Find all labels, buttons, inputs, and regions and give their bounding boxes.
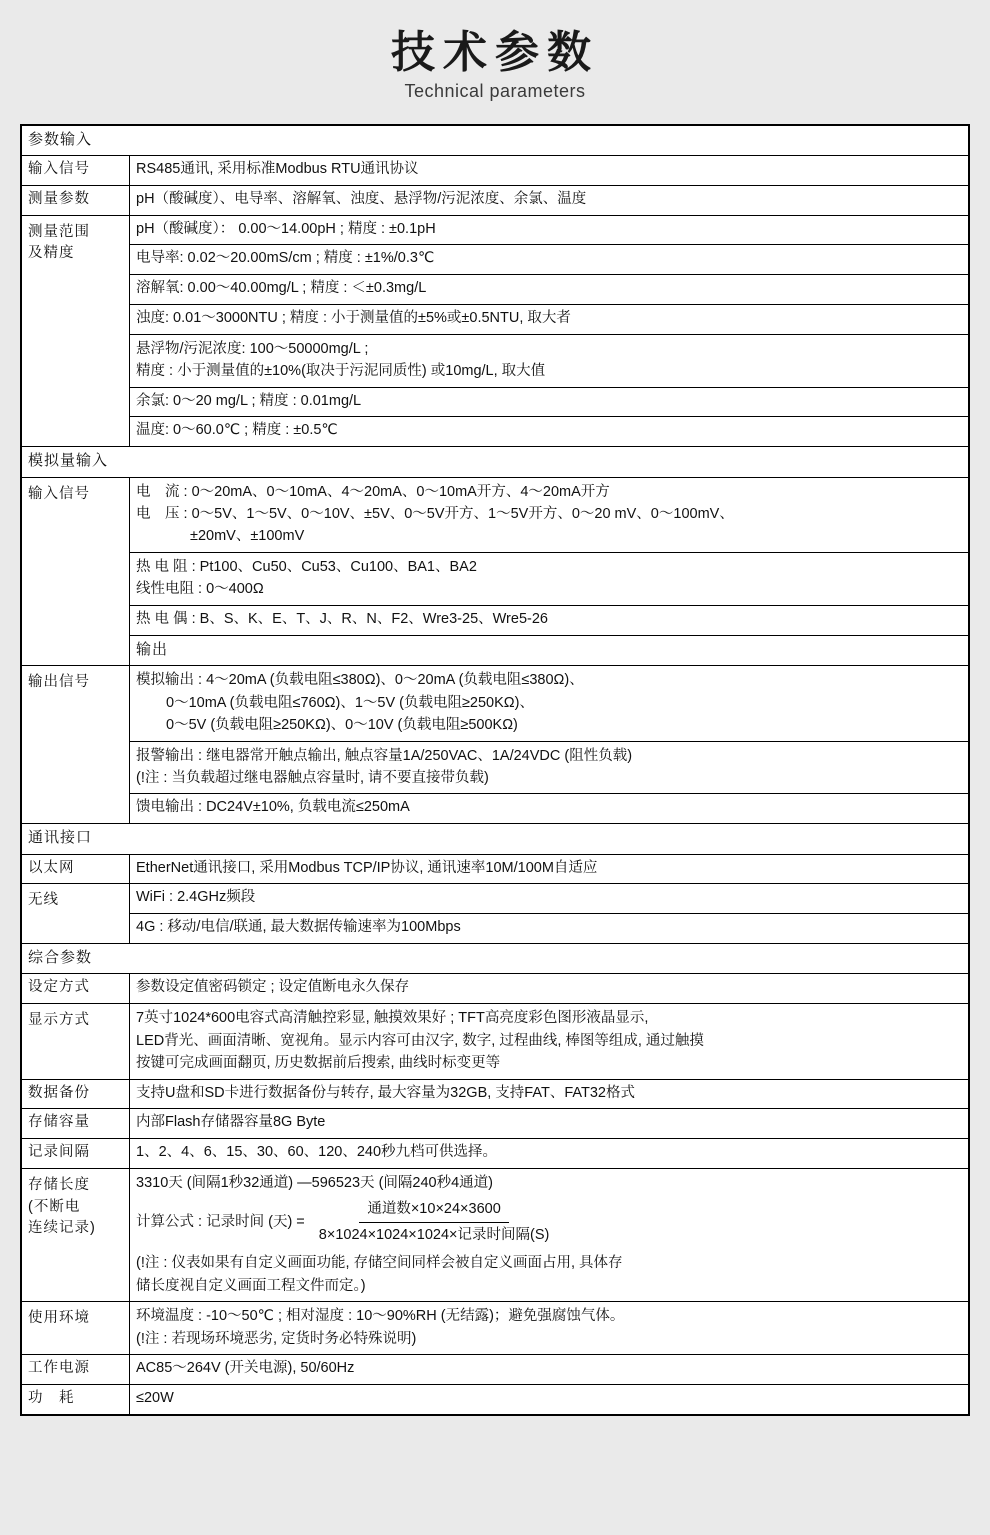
- label-storage-length-line3: 连续记录): [28, 1220, 96, 1237]
- table-row: [22, 304, 969, 334]
- value-analog-rtd: 热 电 阻 : Pt100、Cu50、Cu53、Cu100、BA1、BA2: [136, 558, 477, 575]
- table-row: [22, 794, 969, 824]
- value-analog-current-voltage: [130, 477, 969, 552]
- value-storage-capacity: 内部Flash存储器容量8G Byte: [130, 1109, 969, 1139]
- value-analog-voltage-line1: 电 压 : 0～5V、1～5V、0～10V、±5V、0～5V开方、1～5V开方、0～20 mV、0～100mV、: [136, 506, 734, 522]
- value-display-mode: [130, 1004, 969, 1079]
- value-output-alarm: [130, 741, 969, 794]
- table-row: [22, 1168, 969, 1301]
- table-row: [22, 824, 969, 855]
- value-display-line2: LED背光、画面清晰、宽视角。显示内容可由汉字, 数字, 过程曲线, 棒图等组成, 通过触摸: [136, 1032, 704, 1049]
- storage-formula: [136, 1198, 962, 1246]
- spec-table: [21, 125, 969, 1415]
- label-setting-mode: 设定方式: [22, 974, 130, 1004]
- storage-note-line2: 储长度视自定义画面工程文件而定。): [136, 1277, 366, 1294]
- table-row: [22, 417, 969, 447]
- label-data-backup: 数据备份: [22, 1079, 130, 1109]
- section-header-general-param: 综合参数: [22, 943, 969, 974]
- value-setting-mode: 参数设定值密码锁定 ; 设定值断电永久保存: [130, 974, 969, 1004]
- value-data-backup: 支持U盘和SD卡进行数据备份与转存, 最大容量为32GB, 支持FAT、FAT32格式: [130, 1079, 969, 1109]
- table-row: [22, 552, 969, 605]
- storage-note-line1: (!注 : 仪表如果有自定义画面功能, 存储空间同样会被自定义画面占用, 具体存: [136, 1255, 623, 1272]
- value-range-ss-line1: 悬浮物/污泥浓度: 100～50000mg/L ;: [136, 340, 369, 357]
- table-row: [22, 334, 969, 387]
- value-range-turbidity: 浊度: 0.01～3000NTU ; 精度 : 小于测量值的±5%或±0.5NTU, 取大者: [130, 304, 969, 334]
- value-output-alarm-note: (!注 : 当负载超过继电器触点容量时, 请不要直接带负载): [136, 770, 489, 786]
- label-measure-range: [22, 215, 130, 446]
- value-range-conductivity: 电导率: 0.02～20.00mS/cm ; 精度 : ±1%/0.3℃: [130, 245, 969, 275]
- table-row: [22, 1079, 969, 1109]
- label-input-signal: 输入信号: [22, 156, 130, 186]
- value-output-analog-line3: 0～5V (负载电阻≥250KΩ)、0～10V (负载电阻≥500KΩ): [166, 717, 518, 734]
- table-row: [22, 125, 969, 156]
- label-storage-length: [22, 1168, 130, 1301]
- value-power-supply: AC85～264V (开关电源), 50/60Hz: [130, 1355, 969, 1385]
- value-output-analog: [130, 666, 969, 741]
- label-measure-range-line1: 测量范围: [28, 223, 90, 240]
- page-title: 技术参数: [391, 28, 599, 77]
- formula-fraction: [311, 1198, 558, 1246]
- label-analog-input-signal: 输入信号: [22, 477, 130, 666]
- value-range-residual-chlorine: 余氯: 0～20 mg/L ; 精度 : 0.01mg/L: [130, 387, 969, 417]
- value-input-signal: RS485通讯, 采用标准Modbus RTU通讯协议: [130, 156, 969, 186]
- table-row: [22, 741, 969, 794]
- table-row: [22, 943, 969, 974]
- value-wifi: WiFi : 2.4GHz频段: [130, 884, 969, 914]
- label-power-supply: 工作电源: [22, 1355, 130, 1385]
- value-measure-param: pH（酸碱度）、电导率、溶解氧、浊度、悬浮物/污泥浓度、余氯、温度: [130, 185, 969, 215]
- value-analog-current: 电 流 : 0～20mA、0～10mA、4～20mA、0～10mA开方、4～20mA开方: [136, 483, 610, 500]
- table-row: [22, 156, 969, 186]
- value-power-consumption: ≤20W: [130, 1384, 969, 1414]
- section-header-analog-input: 模拟量输入: [22, 447, 969, 478]
- label-environment: 使用环境: [22, 1302, 130, 1355]
- table-row: [22, 914, 969, 944]
- value-display-line3: 按键可完成画面翻页, 历史数据前后搜索, 曲线时标变更等: [136, 1055, 501, 1072]
- label-record-interval: 记录间隔: [22, 1139, 130, 1169]
- value-range-dissolved-oxygen: 溶解氧: 0.00～40.00mg/L ; 精度 : ＜±0.3mg/L: [130, 275, 969, 305]
- value-analog-thermocouple: 热 电 偶 : B、S、K、E、T、J、R、N、F2、Wre3-25、Wre5-26: [130, 605, 969, 635]
- table-row: [22, 1355, 969, 1385]
- table-row: [22, 1302, 969, 1355]
- table-row: [22, 1004, 969, 1079]
- table-row: [22, 666, 969, 741]
- section-header-output: 输出: [130, 635, 969, 666]
- label-measure-param: 测量参数: [22, 185, 130, 215]
- value-output-alarm-line1: 报警输出 : 继电器常开触点输出, 触点容量1A/250VAC、1A/24VDC (阻性负载): [136, 747, 633, 764]
- table-row: [22, 477, 969, 552]
- label-storage-length-line2: (不断电: [28, 1198, 81, 1215]
- value-analog-rtd-group: [130, 552, 969, 605]
- table-row: [22, 635, 969, 666]
- value-output-feed: 馈电输出 : DC24V±10%, 负载电流≤250mA: [130, 794, 969, 824]
- page-header: [0, 0, 990, 116]
- value-environment-note: (!注 : 若现场环境恶劣, 定货时务必特殊说明): [136, 1330, 417, 1347]
- table-row: [22, 605, 969, 635]
- label-storage-capacity: 存储容量: [22, 1109, 130, 1139]
- label-output-signal: 输出信号: [22, 666, 130, 824]
- table-row: [22, 1384, 969, 1414]
- table-row: [22, 1139, 969, 1169]
- label-power-consumption: 功 耗: [22, 1384, 130, 1414]
- table-row: [22, 215, 969, 245]
- value-display-line1: 7英寸1024*600电容式高清触控彩显, 触摸效果好 ; TFT高亮度彩色图形液晶显示,: [136, 1010, 649, 1027]
- value-record-interval: 1、2、4、6、15、30、60、120、240秒九档可供选择。: [130, 1139, 969, 1169]
- label-wireless: 无线: [22, 884, 130, 944]
- label-display-mode: 显示方式: [22, 1004, 130, 1079]
- value-range-ss-line2: 精度 : 小于测量值的±10%(取决于污泥同质性) 或10mg/L, 取大值: [136, 363, 546, 380]
- value-output-analog-line1: 模拟输出 : 4～20mA (负载电阻≤380Ω)、0～20mA (负载电阻≤380Ω)、: [136, 672, 584, 689]
- spec-table-wrapper: [20, 124, 970, 1416]
- value-range-suspended-solids: [130, 334, 969, 387]
- table-row: [22, 185, 969, 215]
- table-row: [22, 884, 969, 914]
- value-environment: [130, 1302, 969, 1355]
- formula-label: 计算公式 : 记录时间 (天) =: [136, 1214, 305, 1231]
- value-analog-voltage-line2: ±20mV、±100mV: [190, 528, 305, 545]
- value-4g: 4G : 移动/电信/联通, 最大数据传输速率为100Mbps: [130, 914, 969, 944]
- value-analog-linear-resistance: 线性电阻 : 0～400Ω: [136, 581, 264, 598]
- table-row: [22, 275, 969, 305]
- table-row: [22, 387, 969, 417]
- value-storage-length-range: 3310天 (间隔1秒32通道) —596523天 (间隔240秒4通道): [136, 1174, 493, 1191]
- section-header-param-input: 参数输入: [22, 125, 969, 156]
- section-header-comm-interface: 通讯接口: [22, 824, 969, 855]
- formula-denominator: 8×1024×1024×1024×记录时间隔(S): [318, 1226, 550, 1243]
- value-environment-line1: 环境温度 : -10～50℃ ; 相对湿度 : 10～90%RH (无结露)；避免强腐蚀气体。: [136, 1308, 625, 1325]
- table-row: [22, 974, 969, 1004]
- value-output-analog-line2: 0～10mA (负载电阻≤760Ω)、1～5V (负载电阻≥250KΩ)、: [166, 694, 534, 711]
- label-measure-range-line2: 及精度: [28, 245, 75, 262]
- table-row: [22, 854, 969, 884]
- value-storage-length: [130, 1168, 969, 1301]
- label-storage-length-line1: 存储长度: [28, 1176, 90, 1193]
- table-row: [22, 1109, 969, 1139]
- page-subtitle: Technical parameters: [404, 80, 586, 101]
- value-range-ph: pH（酸碱度）： 0.00～14.00pH ; 精度 : ±0.1pH: [130, 215, 969, 245]
- table-row: [22, 245, 969, 275]
- value-ethernet: EtherNet通讯接口, 采用Modbus TCP/IP协议, 通讯速率10M/100M自适应: [130, 854, 969, 884]
- table-row: [22, 447, 969, 478]
- formula-numerator: 通道数×10×24×3600: [359, 1198, 508, 1222]
- label-ethernet: 以太网: [22, 854, 130, 884]
- value-range-temperature: 温度: 0～60.0℃ ; 精度 : ±0.5℃: [130, 417, 969, 447]
